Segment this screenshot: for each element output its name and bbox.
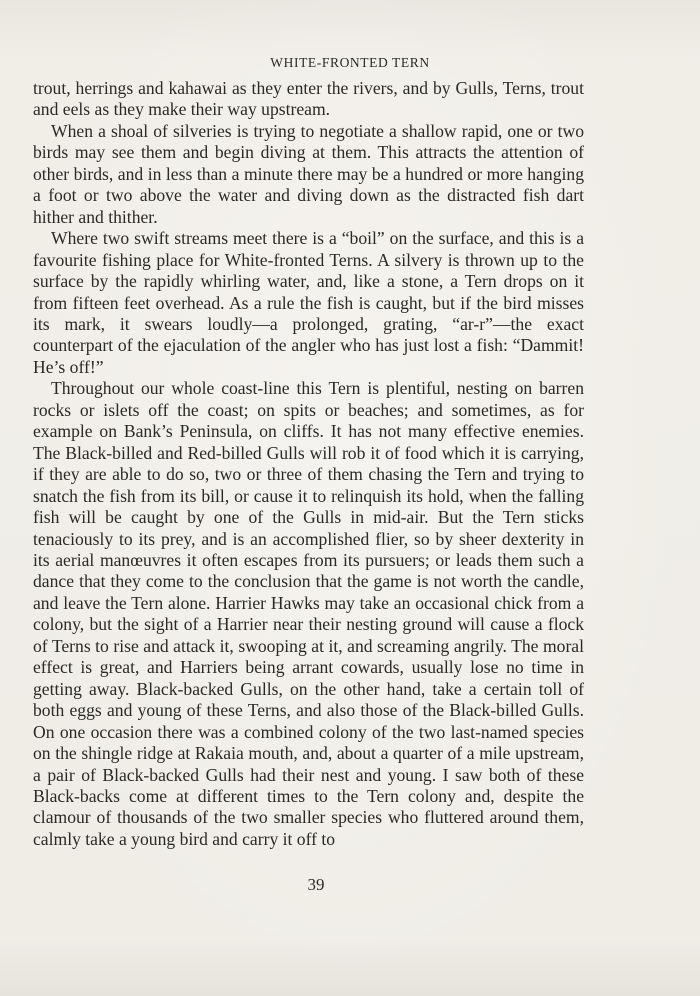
body-text	[33, 78, 584, 850]
paragraph-continued: trout, herrings and kahawai as they enter the rivers, and by Gulls, Terns, trout and eels as they make their way upstream.	[33, 78, 584, 120]
running-head: WHITE-FRONTED TERN	[270, 55, 430, 70]
paragraph-boil-fishing: Where two swift streams meet there is a “boil” on the surface, and this is a favourite fishing place for White-fronted Terns. A silvery is thrown up to the surface by the rapidly whirling water, and, like a stone, a Tern drops on it from fifteen feet overhead. As a rule the fish is caught, but if the bird misses its mark, it swears loudly—a prolonged, grating, “ar-r”—the exact counterpart of the ejaculation of the angler who has just lost a fish: “Dammit! He’s off!”	[33, 228, 584, 377]
paragraph-coastline-enemies: Throughout our whole coast-line this Tern is plentiful, nesting on barren rocks or islets off the coast; on spits or beaches; and sometimes, as for example on Bank’s Peninsula, on cliffs. It has not many effective enemies. The Black-billed and Red-billed Gulls will rob it of food which it is carrying, if they are able to do so, two or three of them chasing the Tern and trying to snatch the fish from its bill, or cause it to relinquish its hold, when the falling fish will be caught by one of the Gulls in mid-air. But the Tern sticks tenaciously to its prey, and is an accomplished flier, so by sheer dexterity in its aerial manœuvres it often escapes from its pursuers; or leads them such a dance that they come to the conclusion that the game is not worth the candle, and leave the Tern alone. Harrier Hawks may take an occasional chick from a colony, but the sight of a Harrier near their nesting ground will cause a flock of Terns to rise and attack it, swooping at it, and screaming angrily. The moral effect is great, and Harriers being arrant cowards, usually lose no time in getting away. Black-backed Gulls, on the other hand, take a certain toll of both eggs and young of these Terns, and also those of the Black-billed Gulls. On one occasion there was a combined colony of the two last-named species on the shingle ridge at Rakaia mouth, and, about a quarter of a mile upstream, a pair of Black-backed Gulls had their nest and young. I saw both of these Black-backs come at different times to the Tern colony and, despite the clamour of thousands of the two smaller species who fluttered around them, calmly take a young bird and carry it off to	[33, 378, 584, 849]
paragraph-silveries-shoal: When a shoal of silveries is trying to negotiate a shallow rapid, one or two birds may see them and begin diving at them. This attracts the attention of other birds, and in less than a minute there may be a hundred or more hanging a foot or two above the water and diving down as the distracted fish dart hither and thither.	[33, 120, 584, 227]
page-number: 39	[307, 875, 325, 894]
